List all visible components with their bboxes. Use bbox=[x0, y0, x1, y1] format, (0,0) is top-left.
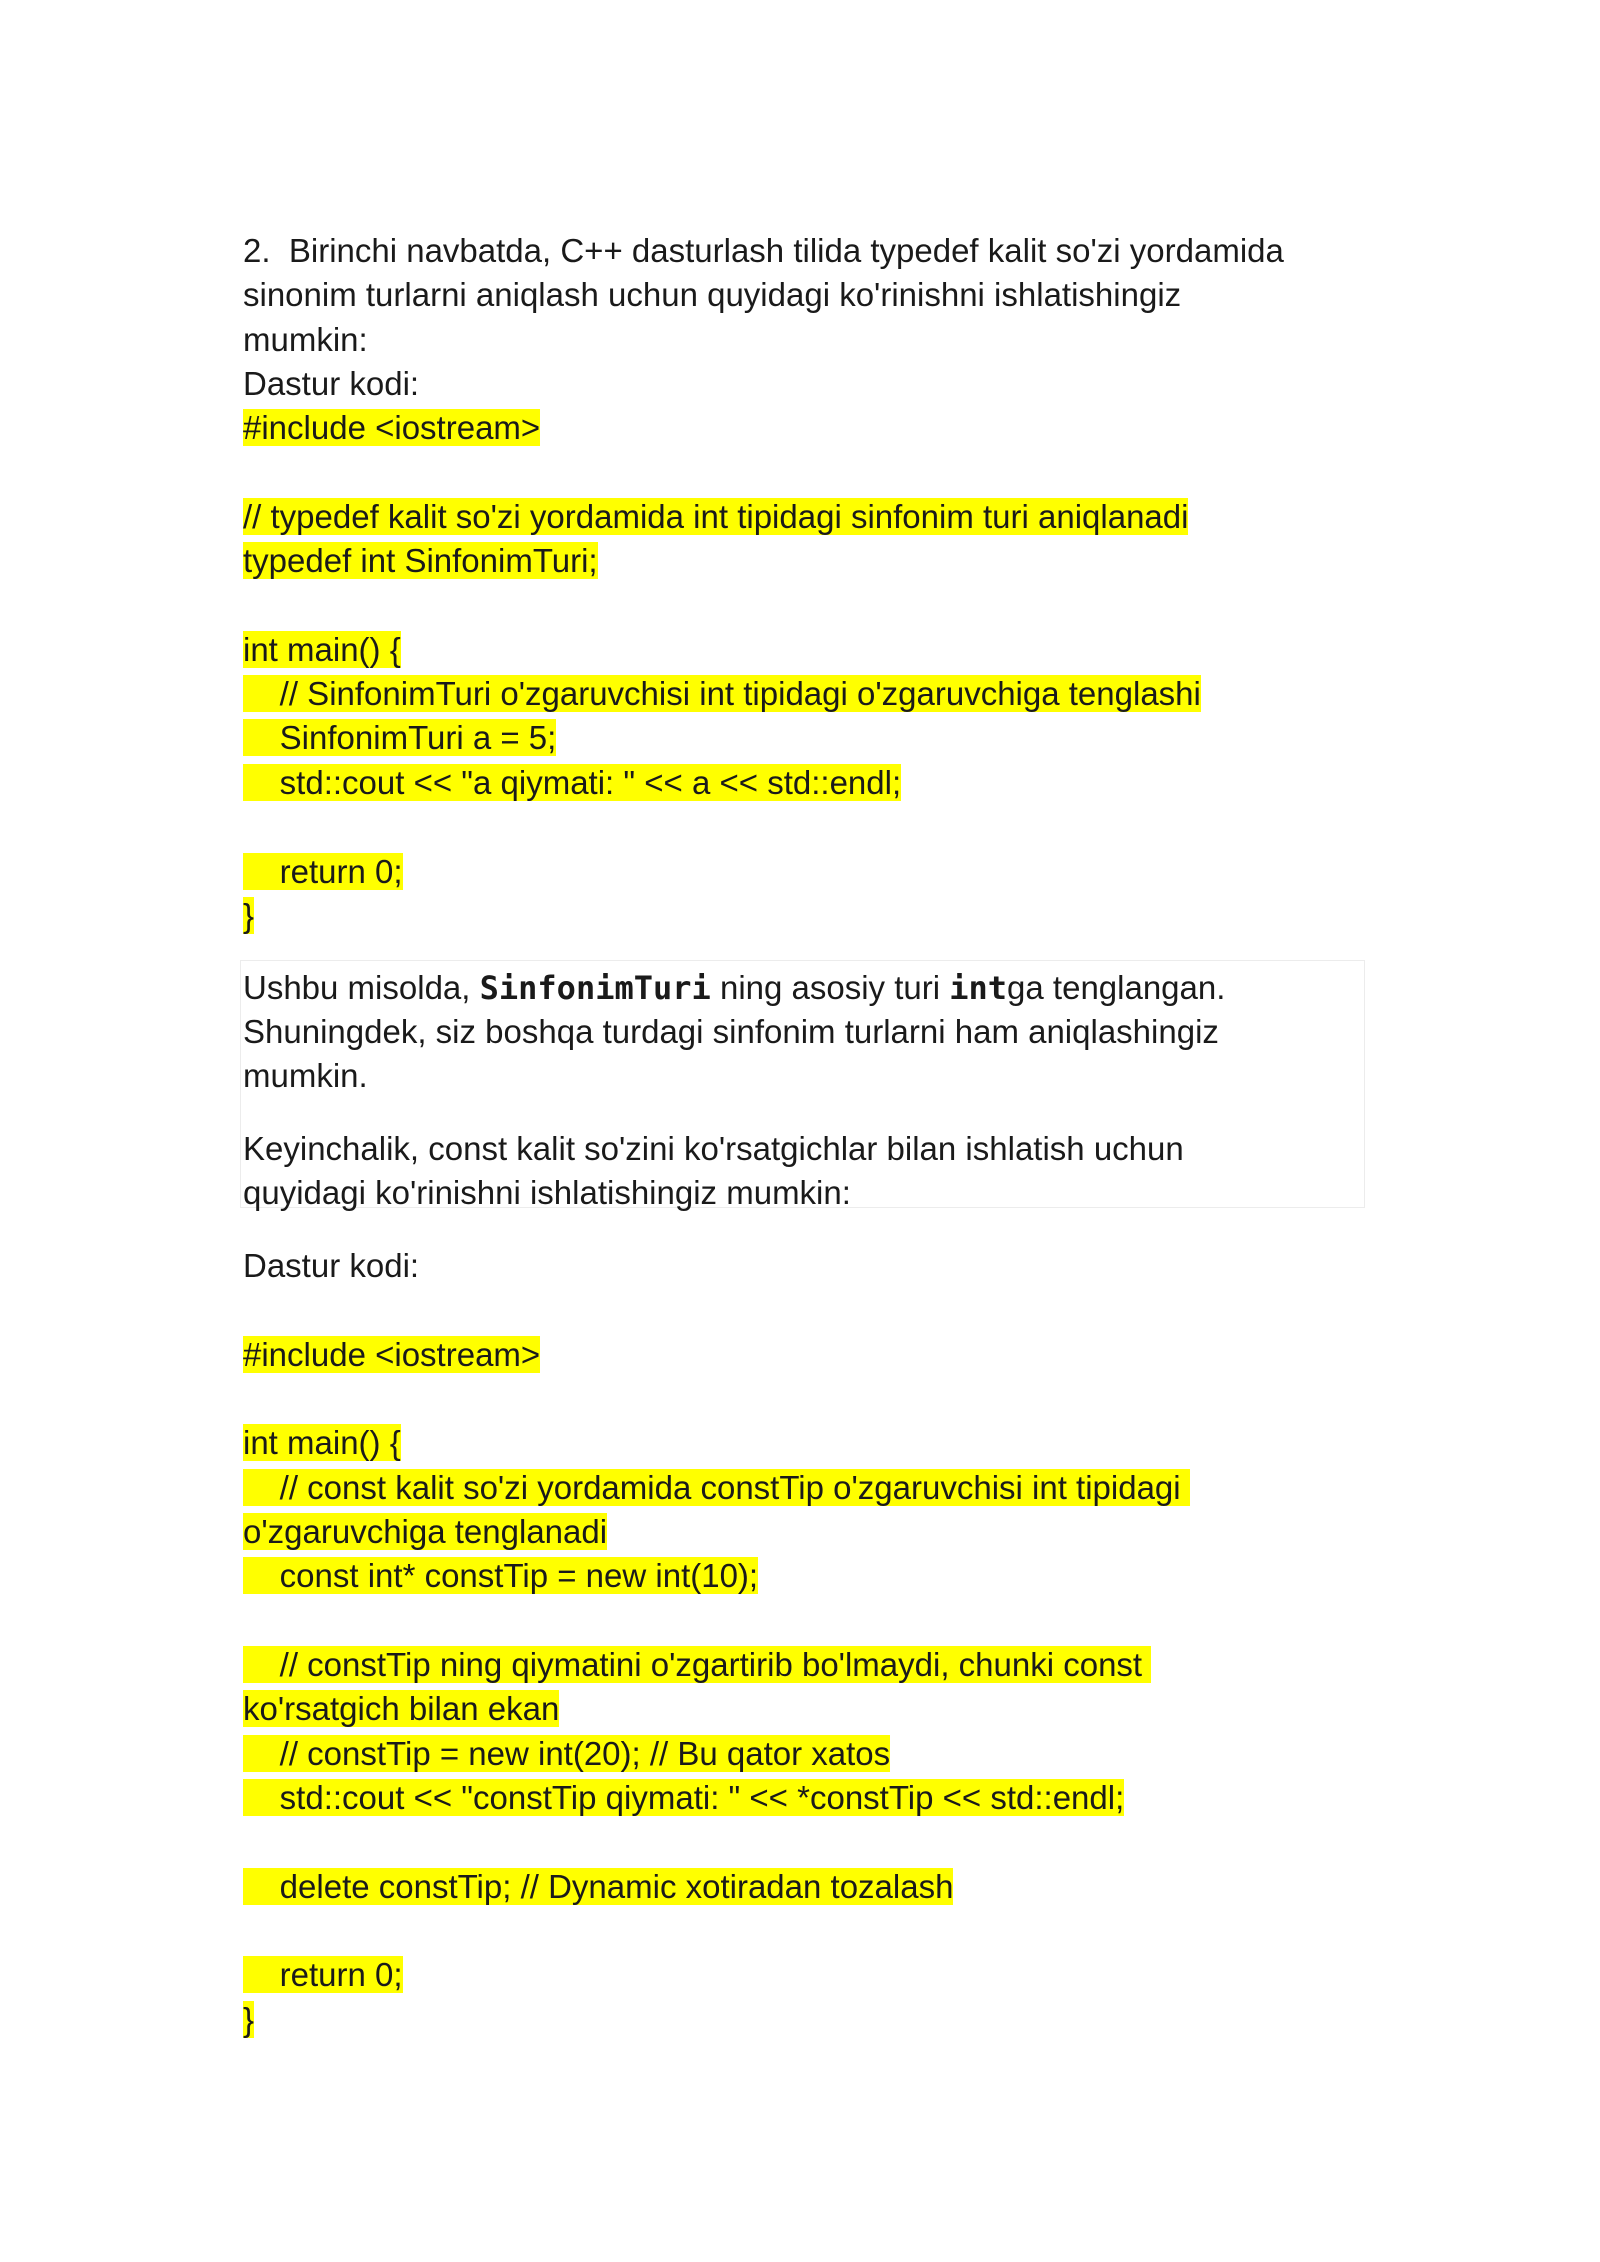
code1-text: std::cout << "a qiymati: " << a << std::endl; bbox=[243, 764, 902, 801]
intro-line-2: sinonim turlarni aniqlash uchun quyidagi ko'rinishni ishlatishingiz bbox=[243, 276, 1182, 313]
code2-line bbox=[243, 1953, 403, 1997]
code1-line bbox=[243, 850, 403, 894]
code2-line bbox=[243, 1732, 890, 1776]
code-label-1: Dastur kodi: bbox=[243, 365, 420, 402]
code2-text: std::cout << "constTip qiymati: " << *constTip << std::endl; bbox=[243, 1779, 1125, 1816]
code2-text: return 0; bbox=[243, 1956, 403, 1993]
code2-text: ko'rsatgich bilan ekan bbox=[243, 1690, 560, 1727]
code2-line bbox=[243, 1466, 1190, 1510]
code2-line bbox=[243, 1333, 540, 1377]
code2-line bbox=[243, 1776, 1124, 1820]
code1-text: #include <iostream> bbox=[243, 409, 541, 446]
code1-line bbox=[243, 539, 598, 583]
explain-text: ga tenglangan. bbox=[1007, 969, 1226, 1006]
explain-line-1 bbox=[243, 966, 1225, 1010]
code1-line bbox=[243, 628, 401, 672]
code2-line bbox=[243, 1643, 1151, 1687]
code2-line bbox=[243, 1421, 401, 1465]
intro-line-1: 2. Birinchi navbatda, C++ dasturlash tilida typedef kalit so'zi yordamida bbox=[243, 232, 1284, 269]
code1-line bbox=[243, 716, 556, 760]
code2-text: const int* constTip = new int(10); bbox=[243, 1557, 759, 1594]
code2-text: int main() { bbox=[243, 1424, 401, 1461]
code1-text: int main() { bbox=[243, 631, 401, 668]
code1-text: } bbox=[243, 897, 255, 934]
code2-line bbox=[243, 1554, 758, 1598]
code2-line bbox=[243, 1687, 559, 1731]
code1-text: SinfonimTuri a = 5; bbox=[243, 719, 557, 756]
code1-line bbox=[243, 495, 1188, 539]
code1-text: typedef int SinfonimTuri; bbox=[243, 542, 598, 579]
code2-line bbox=[243, 1998, 254, 2042]
code2-line bbox=[243, 1510, 607, 1554]
code1-line bbox=[243, 761, 901, 805]
code1-text: // SinfonimTuri o'zgaruvchisi int tipidagi o'zgaruvchiga tenglashi bbox=[243, 675, 1201, 712]
inline-code: int bbox=[949, 969, 1008, 1007]
explain-line-3: mumkin. bbox=[243, 1057, 368, 1094]
code2-text: // constTip ning qiymatini o'zgartirib bo'lmaydi, chunki const bbox=[243, 1646, 1152, 1683]
code1-text: return 0; bbox=[243, 853, 403, 890]
code2-text: o'zgaruvchiga tenglanadi bbox=[243, 1513, 608, 1550]
code-label-2: Dastur kodi: bbox=[243, 1247, 420, 1284]
explain-line-4: Keyinchalik, const kalit so'zini ko'rsatgichlar bilan ishlatish uchun bbox=[243, 1130, 1184, 1167]
code2-text: delete constTip; // Dynamic xotiradan tozalash bbox=[243, 1868, 954, 1905]
code1-line bbox=[243, 672, 1201, 716]
intro-line-3: mumkin: bbox=[243, 321, 368, 358]
explain-text: ning asosiy turi bbox=[710, 969, 950, 1006]
explain-line-5: quyidagi ko'rinishni ishlatishingiz mumkin: bbox=[243, 1174, 851, 1211]
code1-text: // typedef kalit so'zi yordamida int tipidagi sinfonim turi aniqlanadi bbox=[243, 498, 1189, 535]
code2-text: // constTip = new int(20); // Bu qator xatos bbox=[243, 1735, 891, 1772]
code2-line bbox=[243, 1865, 953, 1909]
code2-text: #include <iostream> bbox=[243, 1336, 541, 1373]
code2-text: // const kalit so'zi yordamida constTip o'zgaruvchisi int tipidagi bbox=[243, 1469, 1190, 1506]
explain-line-2: Shuningdek, siz boshqa turdagi sinfonim turlarni ham aniqlashingiz bbox=[243, 1013, 1219, 1050]
explain-text: Ushbu misolda, bbox=[243, 969, 480, 1006]
inline-code: SinfonimTuri bbox=[479, 969, 711, 1007]
code2-text: } bbox=[243, 2001, 255, 2038]
code1-line bbox=[243, 406, 540, 450]
code1-line bbox=[243, 894, 254, 938]
